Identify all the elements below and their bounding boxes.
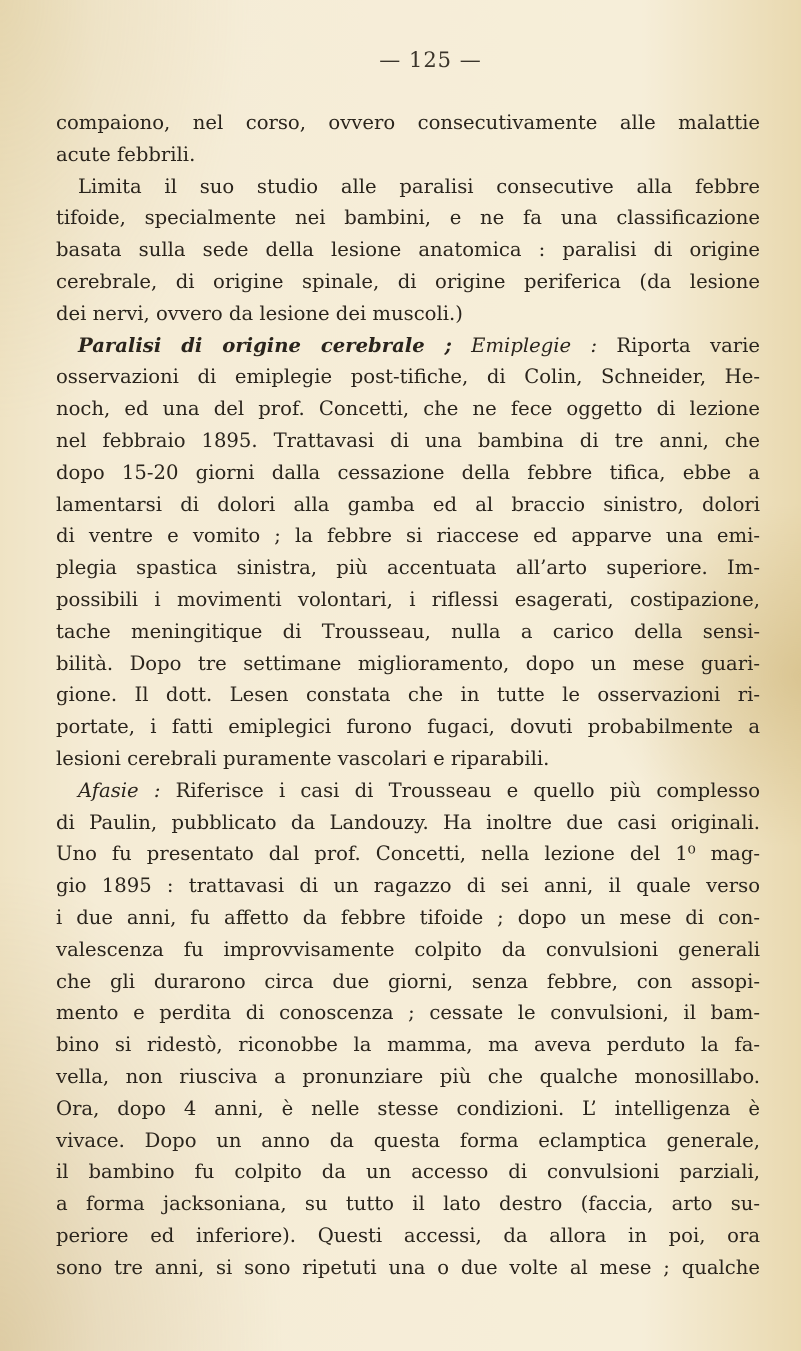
- page-number: — 125 —: [379, 48, 482, 72]
- text-line: bino si ridestò, riconobbe la mamma, ma aveva perduto la fa-: [56, 1033, 760, 1057]
- text-fragment: Riporta varie: [616, 333, 760, 357]
- text-line: che gli durarono circa due giorni, senza febbre, con assopi-: [56, 969, 760, 993]
- text-line: il bambino fu colpito da un accesso di convulsioni parziali,: [56, 1160, 760, 1184]
- text-line: i due anni, fu affetto da febbre tifoide ; dopo un mese di con-: [56, 905, 760, 929]
- text-line: basata sulla sede della lesione anatomica : paralisi di origine: [56, 238, 760, 262]
- text-line: mento e perdita di conoscenza ; cessate le convulsioni, il bam-: [56, 1001, 760, 1025]
- section-subheading: Afasie :: [78, 778, 161, 802]
- text-line: di Paulin, pubblicato da Landouzy. Ha inoltre due casi originali.: [56, 810, 760, 834]
- text-line: cerebrale, di origine spinale, di origine periferica (da lesione: [56, 269, 760, 293]
- section-heading-line: [56, 330, 760, 362]
- section-heading: Paralisi di origine cerebrale ;: [78, 333, 452, 357]
- section-subheading: Emiplegie :: [471, 333, 598, 357]
- text-line: compaiono, nel corso, ovvero consecutivamente alle malattie: [56, 111, 760, 134]
- text-line: noch, ed una del prof. Concetti, che ne fece oggetto di lezione: [56, 397, 760, 421]
- text-line: Uno fu presentato dal prof. Concetti, nella lezione del 1⁰ mag-: [56, 842, 760, 866]
- text-line: nel febbraio 1895. Trattavasi di una bambina di tre anni, che: [56, 428, 760, 452]
- text-line: valescenza fu improvvisamente colpito da convulsioni generali: [56, 937, 760, 961]
- text-line: di ventre e vomito ; la febbre si riaccese ed apparve una emi-: [56, 524, 760, 548]
- text-line: tache meningitique di Trousseau, nulla a carico della sensi-: [56, 619, 760, 643]
- text-line: portate, i fatti emiplegici furono fugaci, dovuti probabilmente a: [56, 715, 760, 739]
- text-line: osservazioni di emiplegie post-tifiche, di Colin, Schneider, He-: [56, 365, 760, 389]
- text-line: possibili i movimenti volontari, i riflessi esagerati, costipazione,: [56, 587, 760, 611]
- text-line: tifoide, specialmente nei bambini, e ne fa una classificazione: [56, 206, 760, 230]
- text-line: lamentarsi di dolori alla gamba ed al braccio sinistro, dolori: [56, 492, 760, 516]
- text-line: Ora, dopo 4 anni, è nelle stesse condizioni. L’ intelligenza è: [56, 1096, 760, 1120]
- text-line: lesioni cerebrali puramente vascolari e riparabili.: [56, 746, 550, 770]
- text-line: acute febbrili.: [56, 142, 196, 166]
- text-line: sono tre anni, si sono ripetuti una o due volte al mese ; qualche: [56, 1255, 760, 1279]
- text-line: gio 1895 : trattavasi di un ragazzo di sei anni, il quale verso: [56, 874, 760, 898]
- text-line: periore ed inferiore). Questi accessi, da allora in poi, ora: [56, 1223, 760, 1247]
- text-line: dopo 15-20 giorni dalla cessazione della febbre tifica, ebbe a: [56, 460, 760, 484]
- text-line: bilità. Dopo tre settimane miglioramento, dopo un mese guari-: [56, 651, 760, 675]
- text-line: gione. Il dott. Lesen constata che in tutte le osservazioni ri-: [56, 683, 760, 707]
- section-heading-line: [56, 775, 760, 807]
- page-body-text: [56, 107, 760, 1283]
- text-line: Limita il suo studio alle paralisi consecutive alla febbre: [78, 174, 760, 198]
- text-fragment: Riferisce i casi di Trousseau e quello più complesso: [175, 778, 760, 802]
- text-line: a forma jacksoniana, su tutto il lato destro (faccia, arto su-: [56, 1192, 760, 1216]
- text-line: vivace. Dopo un anno da questa forma eclamptica generale,: [56, 1128, 760, 1152]
- text-line: vella, non riusciva a pronunziare più che qualche monosillabo.: [56, 1064, 760, 1088]
- text-line: dei nervi, ovvero da lesione dei muscoli.): [56, 301, 463, 325]
- text-line: plegia spastica sinistra, più accentuata all’arto superiore. Im-: [56, 556, 760, 580]
